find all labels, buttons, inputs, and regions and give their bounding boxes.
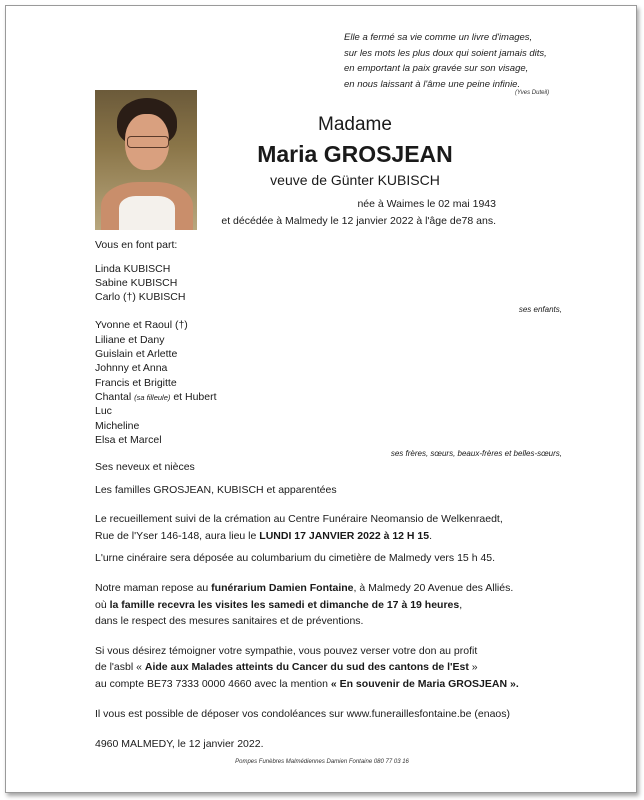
child-name: Carlo (†) KUBISCH bbox=[95, 291, 186, 303]
donation-line3 bbox=[95, 678, 519, 690]
goddaughter-note: (sa filleule) bbox=[134, 393, 171, 402]
visits-pre: où bbox=[95, 599, 110, 611]
funerarium-address: , à Malmedy 20 Avenue des Alliés. bbox=[353, 582, 514, 594]
footer-funeral-home: Pompes Funèbres Malmédiennes Damien Fontaine 080 77 03 16 bbox=[235, 759, 409, 765]
ceremony-address: Rue de l'Yser 146-148, aura lieu le bbox=[95, 530, 260, 542]
donation-line2 bbox=[95, 661, 478, 673]
sibling-name: Micheline bbox=[95, 420, 140, 432]
deceased-name: Maria GROSJEAN bbox=[257, 141, 453, 167]
child-name: Linda KUBISCH bbox=[95, 263, 171, 275]
poem-line: sur les mots les plus doux qui soient jamais dits, bbox=[344, 47, 547, 59]
widow-of: veuve de Günter KUBISCH bbox=[270, 172, 440, 188]
ceremony-line2 bbox=[95, 530, 432, 542]
poem-line: en nous laissant à l'âme une peine infinie. bbox=[344, 78, 521, 90]
funerarium-line1 bbox=[95, 582, 513, 594]
sibling-name: Johnny et Anna bbox=[95, 362, 168, 374]
condolences-line: Il vous est possible de déposer vos condoléances sur www.funeraillesfontaine.be (enaos) bbox=[95, 708, 510, 720]
death-line: et décédée à Malmedy le 12 janvier 2022 à l'âge de78 ans. bbox=[221, 215, 496, 227]
families: Les familles GROSJEAN, KUBISCH et apparentées bbox=[95, 484, 337, 496]
sibling-chantal-last: et Hubert bbox=[173, 391, 217, 403]
siblings-role: ses frères, sœurs, beaux-frères et belles-sœurs, bbox=[390, 449, 562, 458]
ceremony-datetime: LUNDI 17 JANVIER 2022 à 12 H 15 bbox=[259, 530, 430, 542]
sibling-name: Elsa et Marcel bbox=[95, 434, 162, 446]
poem-author: (Yves Duteil) bbox=[515, 90, 550, 96]
donation-quote-close: » bbox=[468, 661, 478, 673]
sibling-name: Guislain et Arlette bbox=[95, 348, 178, 360]
urn-line: L'urne cinéraire sera déposée au columbarium du cimetière de Malmedy vers 15 h 45. bbox=[95, 552, 496, 564]
ceremony-punct: . bbox=[429, 530, 433, 542]
funerarium-line2 bbox=[95, 599, 462, 611]
funerarium-line3: dans le respect des mesures sanitaires et de préventions. bbox=[95, 615, 364, 627]
sibling-name: Yvonne et Raoul (†) bbox=[95, 319, 188, 331]
visits-hours: la famille recevra les visites les samedi et dimanche de 17 à 19 heures bbox=[109, 599, 460, 611]
birth-line: née à Waimes le 02 mai 1943 bbox=[357, 198, 496, 210]
sibling-name: Liliane et Dany bbox=[95, 334, 165, 346]
sibling-chantal bbox=[95, 391, 217, 403]
place-date: 4960 MALMEDY, le 12 janvier 2022. bbox=[95, 738, 264, 750]
donation-pre: de l'asbl « bbox=[95, 661, 145, 673]
birth-death-info bbox=[196, 196, 496, 230]
poem bbox=[344, 30, 547, 92]
donation-mention: « En souvenir de Maria GROSJEAN ». bbox=[330, 678, 519, 690]
children-role: ses enfants, bbox=[518, 305, 562, 314]
sibling-name: Luc bbox=[95, 405, 112, 417]
poem-line: Elle a fermé sa vie comme un livre d'images, bbox=[344, 32, 533, 43]
portrait-photo bbox=[95, 90, 197, 230]
ceremony-line1: Le recueillement suivi de la crémation au Centre Funéraire Neomansio de Welkenraedt, bbox=[95, 513, 503, 525]
intro: Vous en font part: bbox=[95, 239, 178, 251]
salutation: Madame bbox=[318, 114, 392, 135]
donation-line1: Si vous désirez témoigner votre sympathie, vous pouvez verser votre don au profit bbox=[95, 645, 478, 657]
funerarium-pre: Notre maman repose au bbox=[95, 582, 212, 594]
funerarium-name: funérarium Damien Fontaine bbox=[211, 582, 354, 594]
sibling-name: Francis et Brigitte bbox=[95, 377, 177, 389]
nephews: Ses neveux et nièces bbox=[95, 461, 195, 473]
charity-name: Aide aux Malades atteints du Cancer du sud des cantons de l'Est bbox=[144, 661, 469, 673]
child-name: Sabine KUBISCH bbox=[95, 277, 178, 289]
visits-punct: , bbox=[459, 599, 463, 611]
poem-line: en emportant la paix gravée sur son visage, bbox=[344, 63, 529, 74]
bank-account: au compte BE73 7333 0000 4660 avec la mention bbox=[95, 678, 331, 690]
sibling-chantal-first: Chantal bbox=[95, 391, 132, 403]
